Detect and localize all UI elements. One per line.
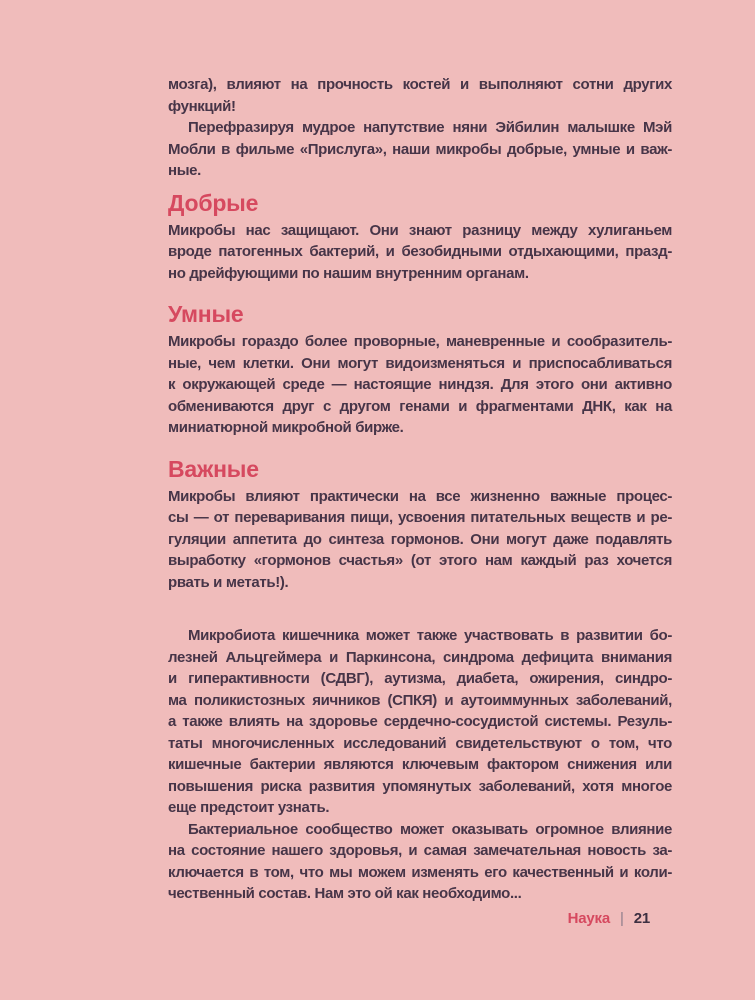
- text-line: еще предстоит узнать.: [168, 799, 330, 816]
- text-line: ма поликистозных яичников (СПКЯ) и аутоиммунных заболеваний,: [168, 691, 672, 709]
- text-line: Мобли в фильме «Прислуга», наши микробы добрые, умные и важ-: [168, 140, 672, 158]
- text-line: чественный состав. Нам это ой как необходимо...: [168, 885, 522, 902]
- text-line: а также влиять на здоровье сердечно-сосудистой системы. Резуль-: [168, 713, 672, 730]
- text-line: ключается в том, что мы можем изменять его качественный и коли-: [168, 863, 672, 881]
- footer-section-label: Наука: [567, 910, 610, 927]
- text-line: вроде патогенных бактерий, и безобидными отдыхающими, празд-: [168, 243, 672, 260]
- paragraph: [168, 819, 672, 905]
- text-line: повышения риска развития упомянутых заболеваний, хотя многое: [168, 777, 672, 795]
- text-line: Микробы нас защищают. Они знают разницу между хулиганьем: [168, 221, 672, 239]
- paragraph: [168, 220, 672, 285]
- section-heading: Умные: [168, 301, 244, 327]
- text-line: гуляции аппетита до синтеза гормонов. Они могут даже подавлять: [168, 530, 672, 548]
- paragraph: [168, 117, 672, 182]
- paragraph: [168, 74, 672, 117]
- paragraph: [168, 331, 672, 439]
- page-number: 21: [633, 910, 650, 927]
- text-line: выработку «гормонов счастья» (от этого нам каждый раз хочется: [168, 552, 672, 569]
- paragraph: [168, 625, 672, 819]
- section-heading: Важные: [168, 455, 259, 482]
- text-line: и гиперактивности (СДВГ), аутизма, диабета, ожирения, синдро-: [168, 670, 672, 687]
- text-line: сы — от переваривания пищи, усвоения питательных веществ и ре-: [168, 509, 672, 526]
- page-text-column: [168, 74, 672, 905]
- text-line: лезней Альцгеймера и Паркинсона, синдрома дефицита внимания: [168, 648, 672, 666]
- text-line: кишечные бактерии являются ключевым фактором снижения или: [168, 756, 672, 773]
- text-line: функций!: [168, 97, 236, 115]
- text-line: обмениваются друг с другом генами и фрагментами ДНК, как на: [168, 397, 672, 415]
- section-heading: Добрые: [168, 189, 259, 216]
- page-footer: [568, 910, 650, 927]
- text-line: миниатюрной микробной бирже.: [168, 419, 404, 436]
- text-line: мозга), влияют на прочность костей и выполняют сотни других: [168, 76, 672, 93]
- text-line: к окружающей среде — настоящие ниндзя. Для этого они активно: [168, 376, 672, 393]
- text-line: Микробы гораздо более проворные, маневренные и сообразитель-: [168, 333, 672, 350]
- text-line: рвать и метать!).: [168, 573, 289, 591]
- paragraph: [168, 486, 672, 594]
- text-line: Микробиота кишечника может также участвовать в развитии бо-: [188, 627, 672, 644]
- text-line: ные.: [168, 162, 201, 179]
- text-line: но дрейфующими по нашим внутренним органам.: [168, 264, 529, 282]
- text-line: ные, чем клетки. Они могут видоизменяться и приспосабливаться: [168, 354, 672, 372]
- text-line: Микробы влияют практически на все жизненно важные процес-: [168, 487, 672, 505]
- text-line: Перефразируя мудрое напутствие няни Эйбилин малышке Мэй: [188, 119, 672, 136]
- text-line: на состояние нашего здоровья, и самая замечательная новость за-: [168, 842, 672, 859]
- text-line: Бактериальное сообщество может оказывать огромное влияние: [188, 820, 672, 838]
- text-line: таты многочисленных исследований свидетельствуют о том, что: [168, 734, 672, 752]
- footer-divider: |: [620, 910, 624, 927]
